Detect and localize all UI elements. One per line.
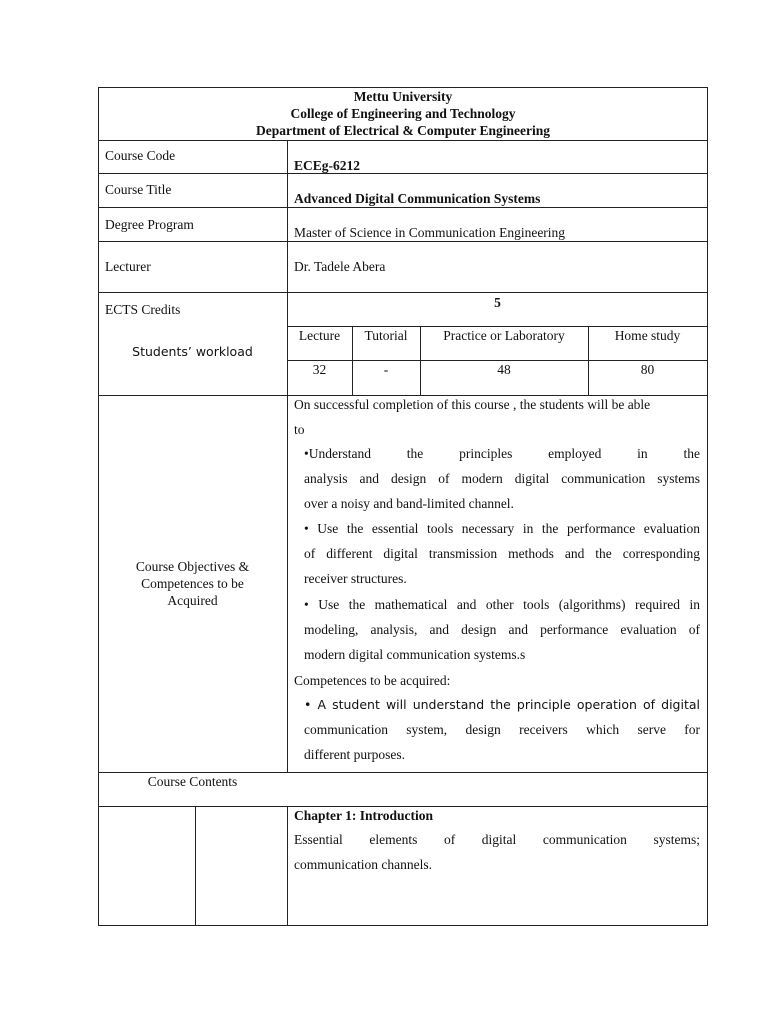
department-name: Department of Electrical & Computer Engineering — [255, 123, 551, 138]
competence-line: • A student will understand the principle operation of digital — [304, 697, 700, 712]
objective-bullet-2 — [304, 516, 700, 592]
competences-heading: Competences to be acquired: — [294, 673, 451, 688]
objectives-intro: On successful completion of this course , the students will be able — [294, 397, 651, 412]
workload-header-tutorial: Tutorial — [364, 328, 408, 343]
chapter-1-text — [294, 827, 700, 877]
university-name: Mettu University — [353, 89, 453, 104]
course-title-label: Course Title — [105, 182, 172, 197]
objective-bullet-1 — [304, 441, 700, 517]
lecturer-value: Dr. Tadele Abera — [294, 259, 386, 274]
objective-line: over a noisy and band-limited channel. — [304, 496, 514, 512]
objective-line: • Use the essential tools necessary in the performance evaluation — [304, 521, 700, 536]
lecturer-label: Lecturer — [105, 259, 151, 274]
course-contents-label: Course Contents — [147, 774, 238, 789]
course-code-label: Course Code — [105, 148, 176, 163]
objective-bullet-3 — [304, 592, 700, 668]
row-divider — [98, 241, 708, 242]
objective-line: of different digital transmission methods and the corresponding — [304, 546, 700, 562]
workload-value-tutorial: - — [383, 362, 389, 377]
workload-value-practice: 48 — [497, 362, 511, 377]
objectives-label-line: Course Objectives & — [135, 559, 250, 574]
objective-line: analysis and design of modern digital communication systems — [304, 471, 700, 487]
column-divider — [195, 806, 196, 926]
ects-label: ECTS Credits — [105, 302, 181, 317]
degree-program-value: Master of Science in Communication Engineering — [294, 225, 566, 240]
workload-value-lecture: 32 — [312, 362, 327, 377]
students-workload-label: Students’ workload — [132, 344, 253, 359]
workload-value-home-study: 80 — [640, 362, 655, 377]
objective-line: • Use the mathematical and other tools (algorithms) required in — [304, 597, 700, 612]
row-divider — [98, 140, 708, 141]
chapter-line: Essential elements of digital communication systems; — [294, 832, 700, 847]
chapter-line: communication channels. — [294, 857, 432, 873]
row-divider — [98, 207, 708, 208]
workload-header-home-study: Home study — [614, 328, 681, 343]
course-code-value: ECEg-6212 — [294, 158, 361, 173]
college-name: College of Engineering and Technology — [290, 106, 516, 121]
column-divider — [287, 806, 288, 926]
table-bottom-border — [98, 925, 708, 926]
course-title-value: Advanced Digital Communication Systems — [294, 191, 541, 206]
ects-value: 5 — [494, 295, 501, 310]
degree-program-label: Degree Program — [105, 217, 194, 232]
table-right-border — [707, 87, 708, 926]
competence-line: communication system, design receivers which serve for — [304, 722, 700, 738]
chapter-1-title: Chapter 1: Introduction — [294, 808, 434, 823]
table-left-border — [98, 87, 99, 926]
objectives-label-line: Acquired — [167, 593, 218, 608]
column-divider — [287, 140, 288, 772]
competence-line: different purposes. — [304, 747, 405, 763]
row-divider — [98, 173, 708, 174]
workload-header-lecture: Lecture — [298, 328, 341, 343]
objective-line: receiver structures. — [304, 571, 407, 587]
objectives-intro: to — [294, 422, 305, 437]
workload-header-practice: Practice or Laboratory — [443, 328, 565, 343]
objective-line: •Understand the principles employed in the — [304, 446, 700, 461]
competence-bullet-1 — [304, 692, 700, 768]
objectives-label-line: Competences to be — [141, 576, 244, 591]
row-divider — [98, 292, 708, 293]
objective-line: modern digital communication systems.s — [304, 647, 526, 663]
objective-line: modeling, analysis, and design and performance evaluation of — [304, 622, 700, 638]
